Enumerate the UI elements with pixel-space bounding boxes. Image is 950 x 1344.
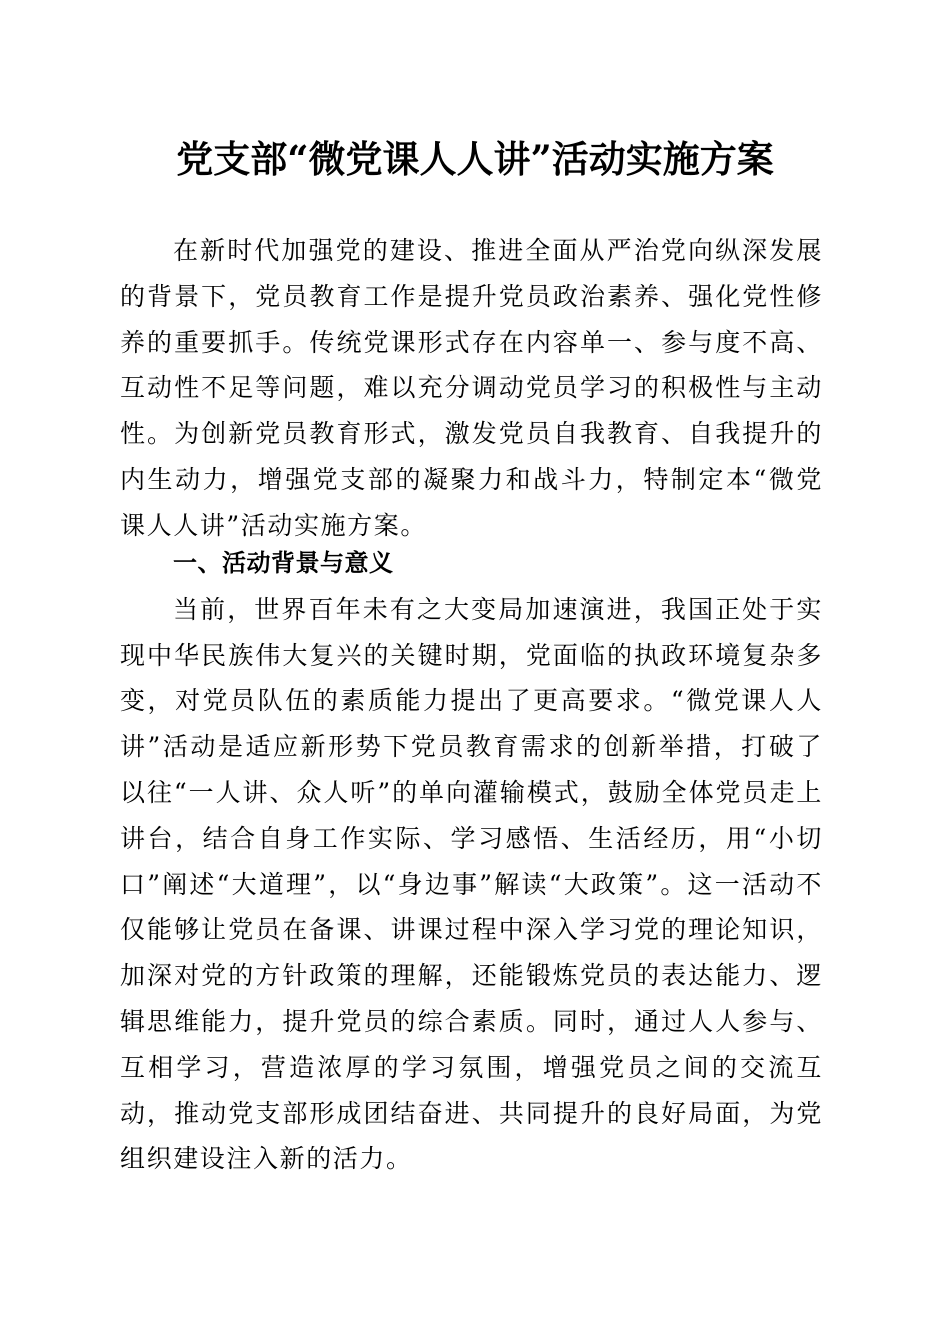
section-background-significance [120, 541, 823, 1182]
intro-paragraph: 在新时代加强党的建设、推进全面从严治党向纵深发展的背景下，党员教育工作是提升党员政治素养、强化党性修养的重要抓手。传统党课形式存在内容单一、参与度不高、互动性不足等问题，难以充分调动党员学习的积极性与主动性。为创新党员教育形式，激发党员自我教育、自我提升的内生动力，增强党支部的凝聚力和战斗力，特制定本“微党课人人讲”活动实施方案。 [120, 236, 823, 540]
section-paragraph: 当前，世界百年未有之大变局加速演进，我国正处于实现中华民族伟大复兴的关键时期，党面临的执政环境复杂多变，对党员队伍的素质能力提出了更高要求。“微党课人人讲”活动是适应新形势下党员教育需求的创新举措，打破了以往“一人讲、众人听”的单向灌输模式，鼓励全体党员走上讲台，结合自身工作实际、学习感悟、生活经历，用“小切口”阐述“大道理”，以“身边事”解读“大政策”。这一活动不仅能够让党员在备课、讲课过程中深入学习党的理论知识，加深对党的方针政策的理解，还能锻炼党员的表达能力、逻辑思维能力，提升党员的综合素质。同时，通过人人参与、互相学习，营造浓厚的学习氛围，增强党员之间的交流互动，推动党支部形成团结奋进、共同提升的良好局面，为党组织建设注入新的活力。 [120, 594, 823, 1174]
section-heading: 一、活动背景与意义 [173, 549, 394, 577]
document-title: 党支部“微党课人人讲”活动实施方案 [176, 137, 774, 181]
intro-section [120, 228, 823, 549]
